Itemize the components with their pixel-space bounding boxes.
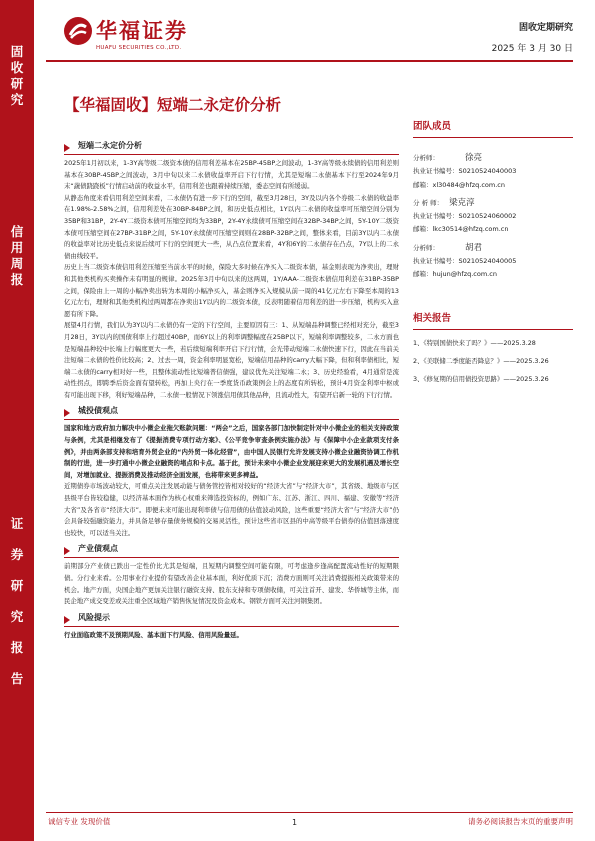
analyst-card <box>413 152 573 192</box>
footer-slogan: 诚信专业 发现价值 <box>48 817 111 826</box>
triangle-bullet-icon <box>64 409 70 417</box>
report-date: 2025 年 3 月 30 日 <box>491 44 573 54</box>
section-lgfv <box>64 405 399 539</box>
analyst-role: 分析师： <box>413 154 439 162</box>
section-divider <box>64 154 399 155</box>
cert-number: S0210524040003 <box>458 167 517 176</box>
paragraph: 从静态角度来看信用利差空间来看，二永债仍有进一步下行的空间，截至3月28日，3Y及以内各个券级二永债的收益率在1.98%-2.58%之间，信用利差处在30BP-84BP之间，和历史低点相比，1Y以内二永债的收益率可压缩空间分别为35BP和31BP，2Y-4Y二级资本债可压缩空间均为33BP，2Y-4Y永续债可压缩空间在32BP-34BP之间，5Y-10Y二级资本债可压缩空间在27BP-31BP之间，5Y-10Y永续债可压缩空间则在28BP-32BP之间，整体来看，目前3Y以内二永债的收益率对比历史低点来说后续可下行的空间更大一些，从凸点位置来看，4Y和6Y的二永债存在凸点，7Y以上的二永债由线较平。 <box>64 193 399 260</box>
cert-label: 执业证书编号： <box>413 257 459 266</box>
section-divider <box>64 626 399 627</box>
email-link[interactable]: xl30484@hfzq.com.cn <box>432 180 505 189</box>
section-heading <box>64 140 399 155</box>
email-link[interactable]: hujun@hfzq.com.cn <box>432 270 497 279</box>
related-list <box>413 334 573 388</box>
sidebar-char: 告 <box>10 671 24 686</box>
section-heading <box>64 543 399 558</box>
sidebar-char: 研 <box>10 76 24 91</box>
related-report-link[interactable]: 1、《特别国债快来了吗？》——2025.3.28 <box>413 338 536 347</box>
company-logo <box>64 17 219 57</box>
paragraph: 前期部分产业债已跌出一定性价比尤其是短端，且短期内调整空间可能有限，可考虑逢步逢高配置流动性好的短期限债。分行业来看。公用事业行业提价有望改善企业基本面，利好优质下沉；消费方面则可关注消费提振相关政策带来的机会。地产方面，央国企地产更加关注银行融资支持、股东支持和专项债收储，可关注首开、建发、华侨城等主体，而民企地产成交变差或关注重全区域地产销售恢复情况及资金成本。钢铁方面可关注河钢集团。 <box>64 562 399 606</box>
paragraph: 展望4月行情，我们认为3Y以内二永债仍有一定的下行空间，主要原因有三：1、从短端品种调整已经相对充分，截至3月28日，3Y以内的国债利率上行超过40BP，而6Y以上的利率调整幅度在25BP以下，短端利率调整较多，二永方面也是短端品种较中长端上行幅度更大一些，若后续短端利率开启下行行情，会光带动短端二永债快速下行，因此在当前关注短端二永债的性价比较高；2、过去一周，资金利率明显宽松，短端信用品种的carry大幅下降，但和利率债相比，短端二永债的carry相对好一些，且整体流动性比短端普信债强，建议优先关注短端二永；3、历史经验看，4月通常是流动性拐点，即跨季后资金面有望转松，再加上央行在一季度货币政策例会上的态度有所转松，预计4月资金利率中枢或有可能出现下移，利好短端品种，二永债一般情况下领涨信用债其他品种，且流动性大，有望开启新一轮的下行行情。 <box>64 321 399 399</box>
section-heading <box>64 612 399 627</box>
team-heading: 团队成员 <box>413 120 573 138</box>
logo-mark-icon <box>64 17 92 45</box>
sidebar-char: 证 <box>10 516 24 531</box>
email-label: 邮箱： <box>413 270 433 279</box>
sidebar-label-bottom <box>0 508 34 694</box>
analyst-card <box>413 197 573 237</box>
paragraph: 2025年1月初以来，1-3Y高等级二级资本债的信用利差基本在25BP-45BP之间波动，1-3Y高等级永续债的信用利差则基本在30BP-45BP之间波动，3月中旬以来二永债收益率开启下行行情，尤其是短端二永债基本下行至2024年9月末“蔬债跷跷板”行情启动前的收益水平，信用利差也跟着持续压缩，委态空间有所缓弱。 <box>64 159 399 191</box>
sidebar-char: 用 <box>10 240 24 255</box>
page-title: 【华福固收】短端二永定价分析 <box>64 96 282 114</box>
section-title: 短端二永定价分析 <box>78 141 142 150</box>
paragraph: 近期债券市场波动较大，可重点关注发展动能与债务管控皆相对较好的“经济大省”与“经济大市”，其省级、地级市与区县级平台皆较稳健，以经济基本面作为核心权重来筛选投资标的，例如广东、江苏、浙江、四川、福建、安徽等“经济大省”及各省市“经济大市”。即便未来可能出现利率债与信用债的估值波动风险，这些重要“经济大省”与“经济大市”仍会具备较强融资能力，并具备足够存量债务规模的交易灵活性，预计这些省市区县的中高等级平台债券的估值回落速度也较快，可以适当关注。 <box>64 482 399 537</box>
section-title: 风险提示 <box>78 612 110 622</box>
sidebar-char: 信 <box>10 224 24 239</box>
sidebar-char: 报 <box>10 640 24 655</box>
analyst-card <box>413 242 573 282</box>
sidebar-char: 研 <box>10 578 24 593</box>
triangle-bullet-icon <box>64 547 70 555</box>
sidebar-label-top <box>0 44 34 108</box>
cert-label: 执业证书编号： <box>413 212 459 221</box>
sidebar-char: 报 <box>10 272 24 287</box>
header-divider <box>46 60 573 62</box>
logo-subtext: HUAFU SECURITIES CO.,LTD. <box>96 45 182 51</box>
sidebar-char: 收 <box>10 60 24 75</box>
sidebar-label-middle <box>0 224 34 288</box>
analyst-name: 胡君 <box>465 242 483 253</box>
analyst-role: 分析师： <box>413 243 439 252</box>
cert-label: 执业证书编号： <box>413 167 459 176</box>
side-column <box>413 120 573 388</box>
sidebar-char: 究 <box>10 92 24 107</box>
sidebar-char: 券 <box>10 547 24 562</box>
triangle-bullet-icon <box>64 144 70 152</box>
footer-disclaimer: 请务必阅读报告末页的重要声明 <box>468 817 573 826</box>
section-pricing <box>64 140 399 401</box>
cert-number: S0210524040005 <box>458 257 517 266</box>
section-industrial <box>64 543 399 607</box>
sidebar-char: 究 <box>10 609 24 624</box>
footer-divider <box>46 812 573 813</box>
section-divider <box>64 419 399 420</box>
section-title: 产业债观点 <box>78 544 118 554</box>
logo-text: 华福证券 <box>96 19 188 43</box>
related-heading: 相关报告 <box>413 312 573 330</box>
main-content <box>64 140 399 641</box>
analyst-name: 梁克淳 <box>449 197 475 208</box>
cert-number: S0210524060002 <box>458 212 517 221</box>
analyst-name: 徐亮 <box>465 153 483 163</box>
section-heading <box>64 405 399 420</box>
section-risk <box>64 612 399 642</box>
email-label: 邮箱： <box>413 225 433 234</box>
paragraph: 行业面临政策不及预期风险、基本面下行风险、信用风险量延。 <box>64 630 243 639</box>
email-label: 邮箱： <box>413 180 433 189</box>
email-link[interactable]: lkc30514@hfzq.com.cn <box>432 225 509 234</box>
section-divider <box>64 557 399 558</box>
paragraph: 国家和地方政府加力解决中小微企业拖欠账款问题：“两会”之后，国家各部门加快制定针对中小微企业的相关支持政策与条例，尤其是相继发布了《提振消费专项行动方案》、《公平竞争审查条例实施办法》与《保障中小企业款项支付条例》，并由两条部支持和培育外贸企业的“内外贸一体化经营”，由中国人民银行允许发展支持小微企业融资协调工作机制的行进，进一步打通中小微企业融资的堵点和卡点。基于此，预计未来中小微企业发展迎来更大的发展机遇及增长空间，对增加就业、提振消费及推动经济全面发展，也将带来更多裨益。 <box>64 424 399 479</box>
related-report-link[interactable]: 3、《修复期的信用债投资思路》——2025.3.26 <box>413 374 549 383</box>
sidebar-char: 周 <box>10 256 24 271</box>
page-number: 1 <box>292 818 298 827</box>
triangle-bullet-icon <box>64 616 70 624</box>
related-report-link[interactable]: 2、《美联储二季度能否降息？》——2025.3.26 <box>413 356 549 365</box>
sidebar-char: 固 <box>10 44 24 59</box>
left-vertical-bar <box>0 0 34 841</box>
analyst-role: 分 析 师： <box>413 198 444 207</box>
paragraph: 历史上当二级资本债信用利差压缩至当前水平的时候，保险大多时候在净买入二级资本债，基金则表现为净卖出，理财和其他类机构买卖操作未有明显的规律。2025年3月中旬以来的这两周，1Y/AAA-二级资本债信用利差在31BP-35BP之间，保险由上一周的小幅净卖出转为本周的小幅净买入，基金则净买入规模从前一周的41亿元左右下降至本周的13亿元左右，理财和其他类机构过两周都在净卖出1Y以内的二级资本债，反表明随着信用利差的进一步压缩，机构买入意愿有所下降。 <box>64 263 399 318</box>
section-title: 城投债观点 <box>78 406 118 416</box>
report-type: 固收定期研究 <box>518 23 573 33</box>
